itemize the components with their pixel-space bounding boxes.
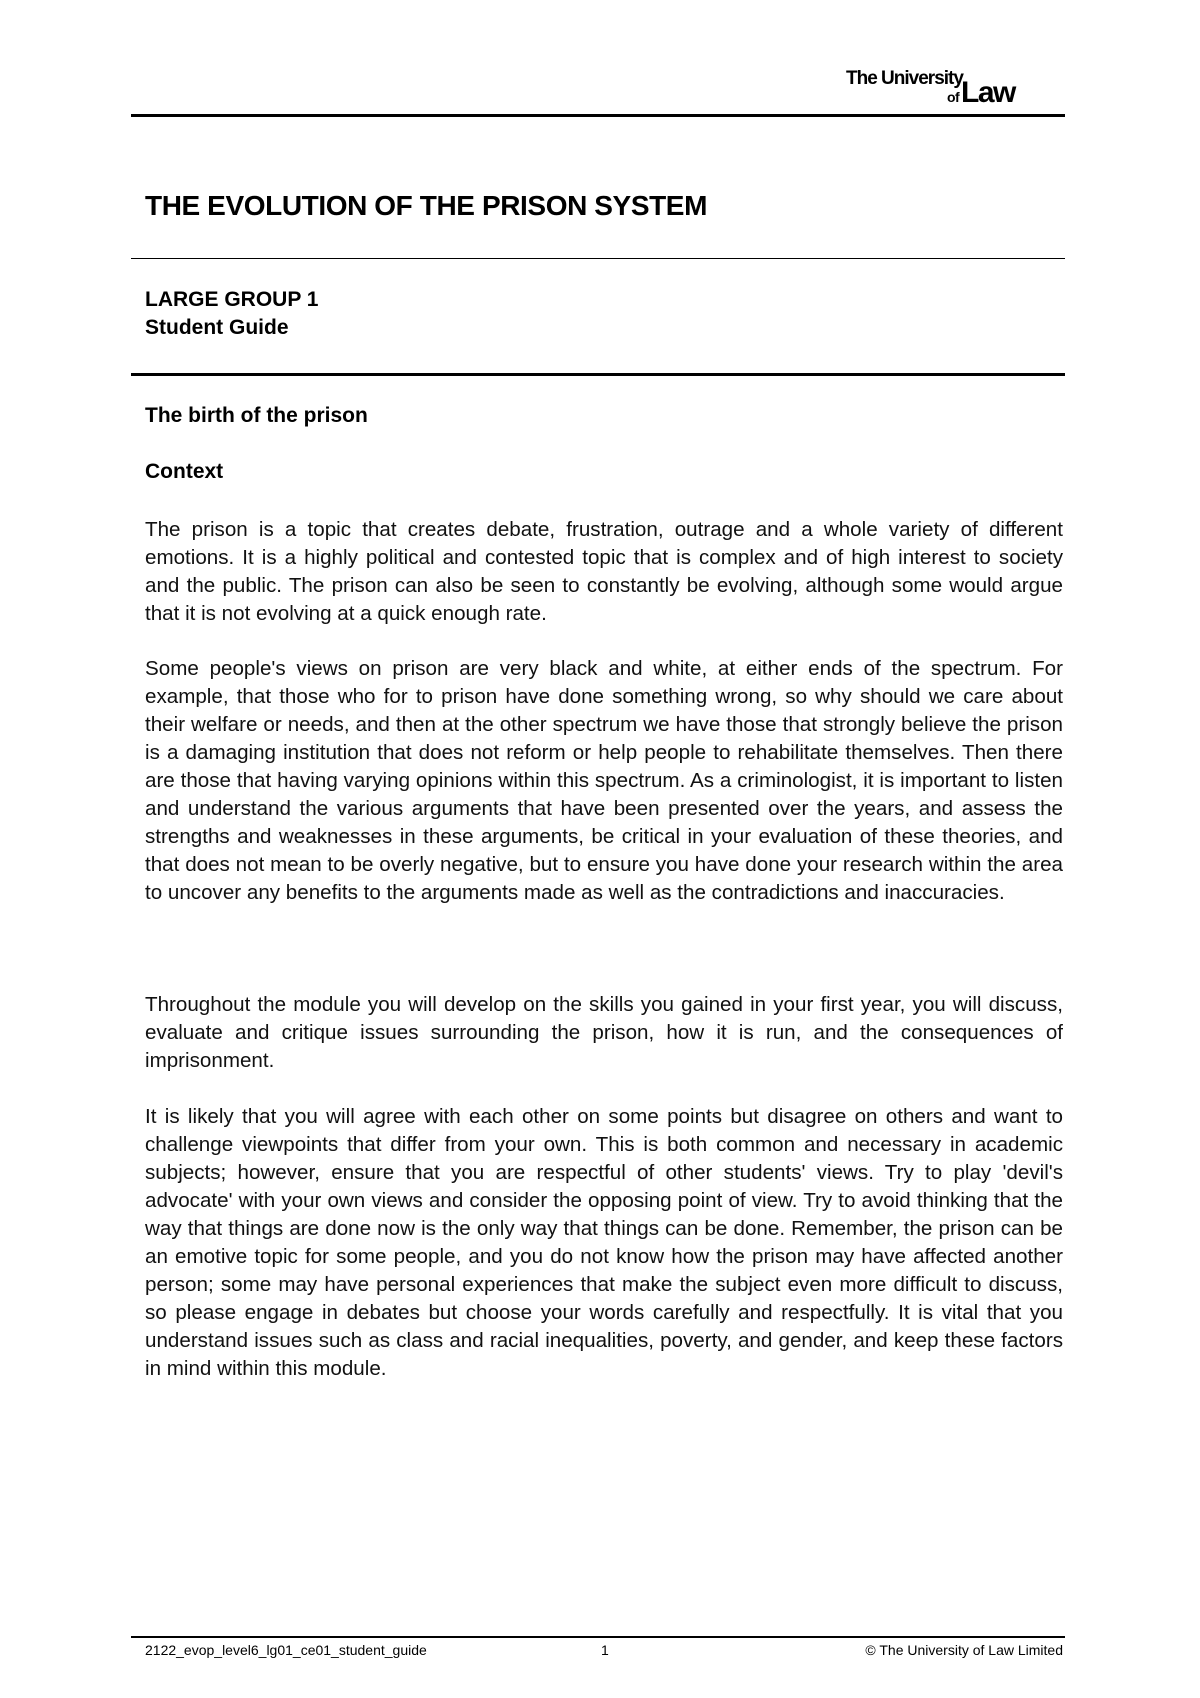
subsection-heading: Context	[145, 460, 224, 483]
copyright-notice: © The University of Law Limited	[865, 1642, 1063, 1658]
document-title: THE EVOLUTION OF THE PRISON SYSTEM	[145, 190, 707, 221]
svg-text:of: of	[947, 89, 960, 105]
paragraph: It is likely that you will agree with each other on some points but disagree on others and want to challenge viewpoints that differ from your own. This is both common and necessary in academic subjects; however, ensure that you are respectful of other students' views. Try to play 'devil's advocate' with your own views and consider the opposing point of view. Try to avoid thinking that the way that things are done now is the only way that things can be done. Remember, the prison can be an emotive topic for some people, and you do not know how the prison may have affected another person; some may have personal experiences that make the subject even more difficult to discuss, so please engage in debates but choose your words carefully and respectfully. It is vital that you understand issues such as class and racial inequalities, poverty, and gender, and keep these factors in mind within this module.	[145, 1105, 1063, 1380]
header-divider	[131, 114, 1065, 117]
page-number: 1	[601, 1642, 609, 1658]
group-label: LARGE GROUP 1	[145, 288, 319, 311]
guide-label: Student Guide	[145, 316, 289, 339]
page-footer	[145, 1642, 1063, 1662]
document-code: 2122_evop_level6_lg01_ce01_student_guide	[145, 1642, 427, 1658]
paragraph: The prison is a topic that creates debate, frustration, outrage and a whole variety of different emotions. It is a highly political and contested topic that is complex and of high interest to society and the public. The prison can also be seen to constantly be evolving, although some would argue that it is not evolving at a quick enough rate.	[145, 518, 1063, 625]
footer-divider	[131, 1636, 1065, 1638]
svg-text:The University: The University	[846, 68, 963, 89]
paragraph: Throughout the module you will develop on the skills you gained in your first year, you will discuss, evaluate and critique issues surrounding the prison, how it is run, and the consequences of imprisonment.	[145, 993, 1063, 1072]
svg-text:Law: Law	[961, 76, 1015, 106]
section-heading: The birth of the prison	[145, 404, 368, 427]
title-divider	[131, 258, 1065, 259]
paragraph: Some people's views on prison are very black and white, at either ends of the spectrum. For example, that those who for to prison have done something wrong, so why should we care about their welfare or needs, and then at the other spectrum we have those that strongly believe the prison is a damaging institution that does not reform or help people to rehabilitate themselves. Then there are those that having varying opinions within this spectrum. As a criminologist, it is important to listen and understand the various arguments that have been presented over the years, and assess the strengths and weaknesses in these arguments, be critical in your evaluation of these theories, and that does not mean to be overly negative, but to ensure you have done your research within the area to uncover any benefits to the arguments made as well as the contradictions and inaccuracies.	[145, 657, 1063, 904]
university-logo	[846, 66, 1056, 106]
section-divider	[131, 373, 1065, 376]
